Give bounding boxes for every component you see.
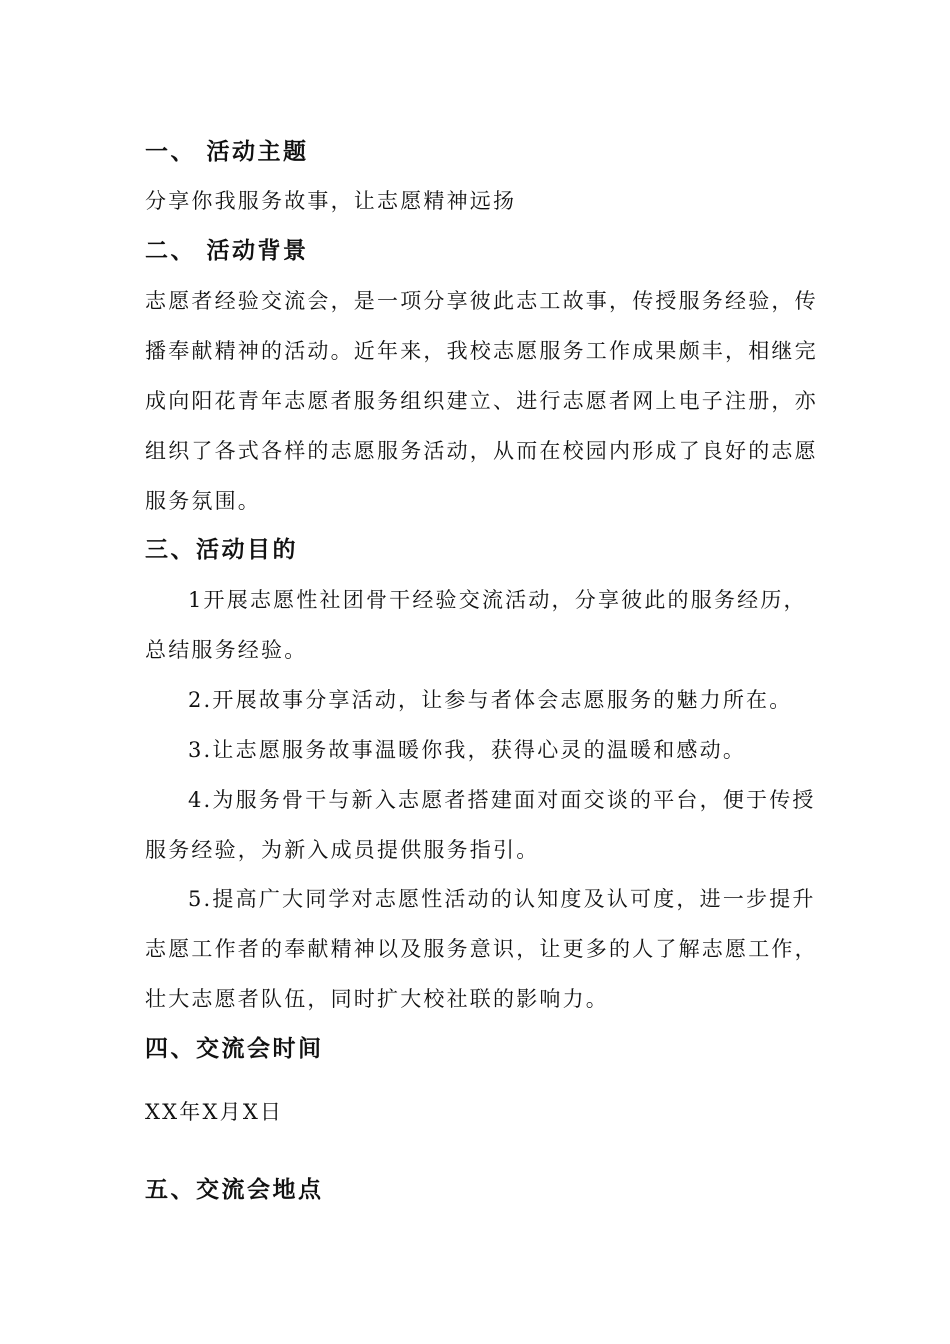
purpose-item: 4.为服务骨干与新入志愿者搭建面对面交谈的平台，便于传授 [188, 788, 816, 812]
purpose-item: 3.让志愿服务故事温暖你我，获得心灵的温暖和感动。 [188, 738, 747, 762]
purpose-item-continuation: 志愿工作者的奉献精神以及服务意识，让更多的人了解志愿工作， [145, 937, 818, 961]
purpose-item-continuation: 总结服务经验。 [145, 638, 308, 662]
section-heading-background: 二、 活动背景 [145, 237, 309, 264]
background-line: 组织了各式各样的志愿服务活动，从而在校园内形成了良好的志愿 [145, 439, 818, 463]
background-line: 成向阳花青年志愿者服务组织建立、进行志愿者网上电子注册，亦 [145, 389, 818, 413]
background-line: 志愿者经验交流会，是一项分享彼此志工故事，传授服务经验，传 [145, 289, 818, 313]
section-heading-time: 四、交流会时间 [145, 1035, 324, 1062]
theme-text: 分享你我服务故事，让志愿精神远扬 [145, 189, 517, 213]
section-heading-theme: 一、 活动主题 [145, 138, 309, 165]
purpose-item-continuation: 壮大志愿者队伍，同时扩大校社联的影响力。 [145, 987, 609, 1011]
section-heading-location: 五、交流会地点 [145, 1176, 324, 1203]
purpose-item: 1开展志愿性社团骨干经验交流活动，分享彼此的服务经历， [188, 588, 807, 612]
background-line: 播奉献精神的活动。近年来，我校志愿服务工作成果颇丰，相继完 [145, 339, 818, 363]
time-text: XX年X月X日 [145, 1100, 284, 1124]
purpose-item: 5.提高广大同学对志愿性活动的认知度及认可度，进一步提升 [188, 887, 816, 911]
purpose-item: 2.开展故事分享活动，让参与者体会志愿服务的魅力所在。 [188, 688, 793, 712]
purpose-item-continuation: 服务经验，为新入成员提供服务指引。 [145, 838, 540, 862]
section-heading-purpose: 三、活动目的 [145, 536, 298, 563]
background-line: 服务氛围。 [145, 489, 261, 513]
